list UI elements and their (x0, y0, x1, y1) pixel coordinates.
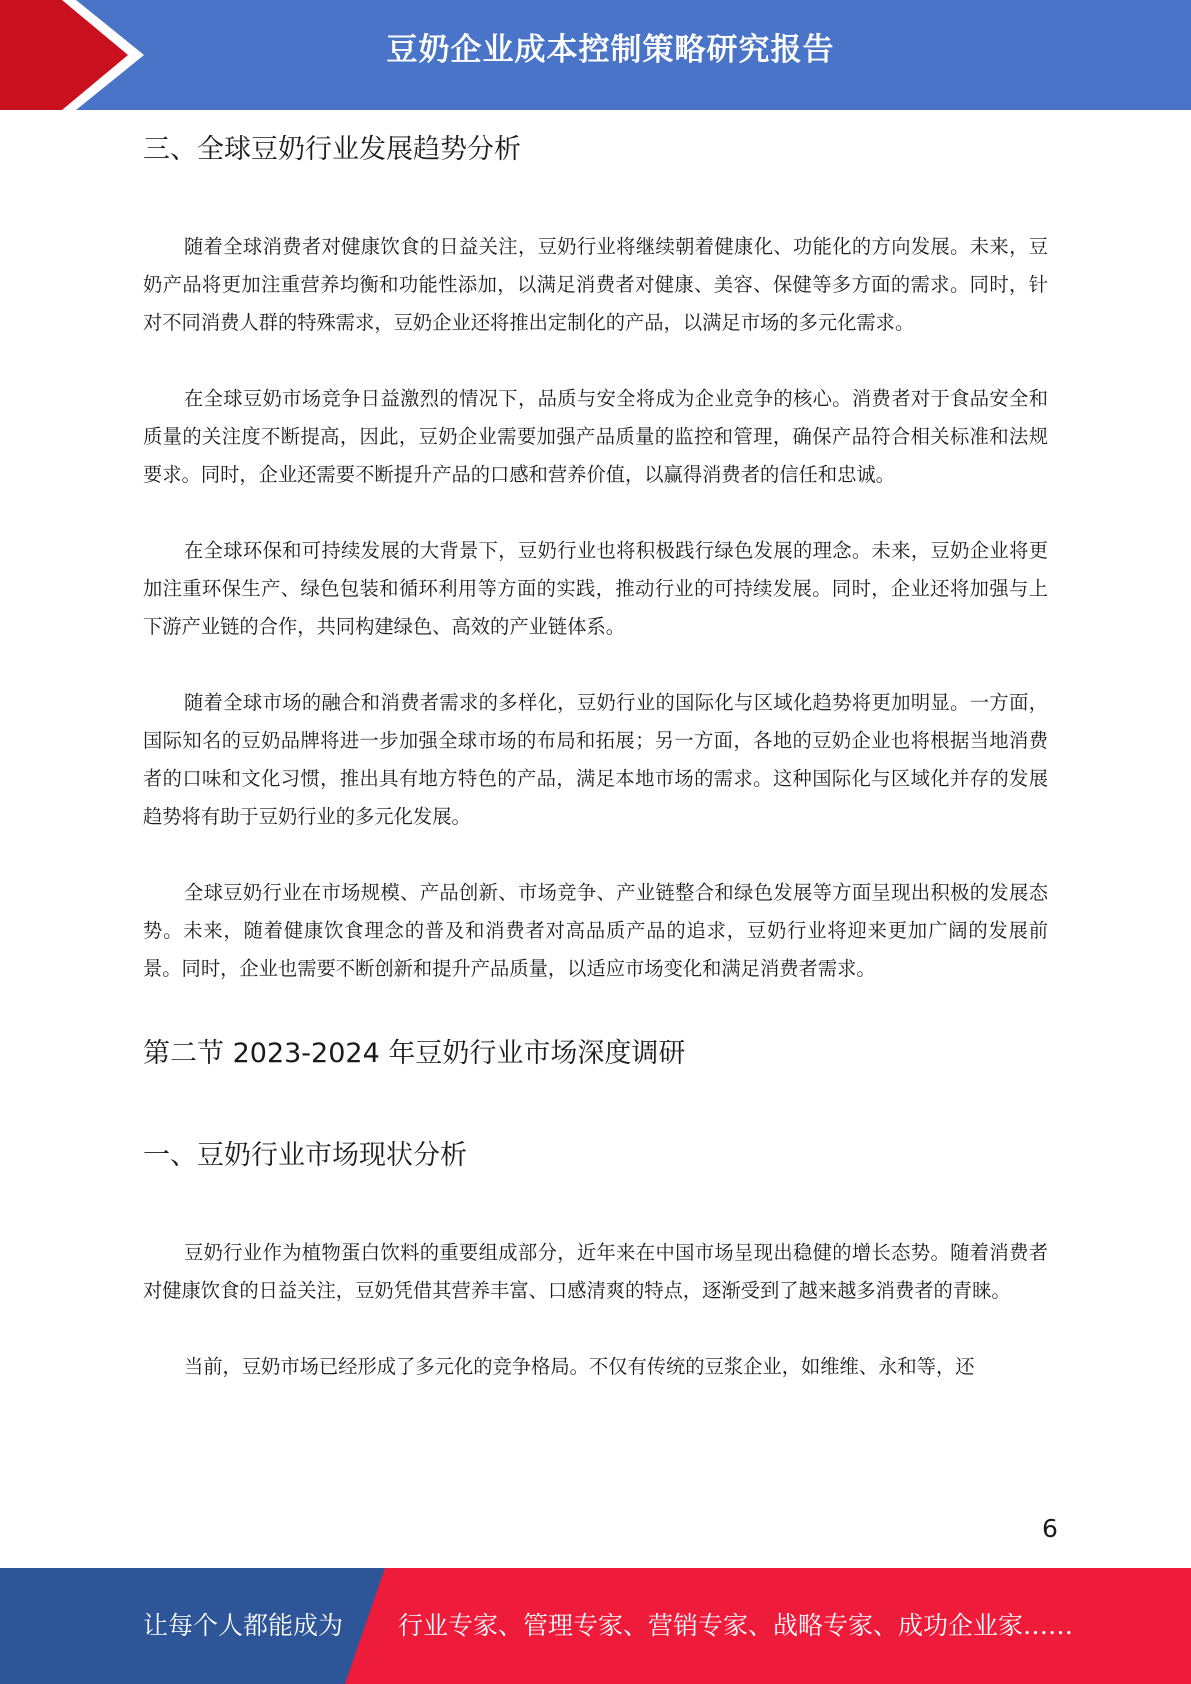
page-number: 6 (1042, 1514, 1058, 1543)
paragraph: 随着全球市场的融合和消费者需求的多样化，豆奶行业的国际化与区域化趋势将更加明显。一方面，国际知名的豆奶品牌将进一步加强全球市场的布局和拓展；另一方面，各地的豆奶企业也将根据当地消费者的口味和文化习惯，推出具有地方特色的产品，满足本地市场的需求。这种国际化与区域化并存的发展趋势将有助于豆奶行业的多元化发展。 (143, 691, 1048, 828)
paragraph: 当前，豆奶市场已经形成了多元化的竞争格局。不仅有传统的豆浆企业，如维维、永和等，还 (184, 1355, 975, 1378)
paragraph: 全球豆奶行业在市场规模、产品创新、市场竞争、产业链整合和绿色发展等方面呈现出积极的发展态势。未来，随着健康饮食理念的普及和消费者对高品质产品的追求，豆奶行业将迎来更加广阔的发展前景。同时，企业也需要不断创新和提升产品质量，以适应市场变化和满足消费者需求。 (143, 881, 1048, 980)
footer-slogan-right: 行业专家、管理专家、营销专家、战略专家、成功企业家…… (398, 1611, 1074, 1640)
paragraph: 在全球环保和可持续发展的大背景下，豆奶行业也将积极践行绿色发展的理念。未来，豆奶企业将更加注重环保生产、绿色包装和循环利用等方面的实践，推动行业的可持续发展。同时，企业还将加强与上下游产业链的合作，共同构建绿色、高效的产业链体系。 (143, 539, 1048, 638)
footer-band (0, 1568, 1191, 1684)
header-band (0, 0, 1191, 110)
paragraph: 随着全球消费者对健康饮食的日益关注，豆奶行业将继续朝着健康化、功能化的方向发展。未来，豆奶产品将更加注重营养均衡和功能性添加，以满足消费者对健康、美容、保健等多方面的需求。同时，针对不同消费人群的特殊需求，豆奶企业还将推出定制化的产品，以满足市场的多元化需求。 (143, 235, 1048, 334)
footer-slogan-left: 让每个人都能成为 (143, 1611, 344, 1640)
section-heading: 三、全球豆奶行业发展趋势分析 (143, 134, 521, 165)
chapter-heading: 第二节 2023-2024 年豆奶行业市场深度调研 (143, 1038, 686, 1069)
paragraph: 在全球豆奶市场竞争日益激烈的情况下，品质与安全将成为企业竞争的核心。消费者对于食品安全和质量的关注度不断提高，因此，豆奶企业需要加强产品质量的监控和管理，确保产品符合相关标准和法规要求。同时，企业还需要不断提升产品的口感和营养价值，以赢得消费者的信任和忠诚。 (143, 387, 1048, 486)
document-body (143, 128, 1048, 1386)
paragraph: 豆奶行业作为植物蛋白饮料的重要组成部分，近年来在中国市场呈现出稳健的增长态势。随着消费者对健康饮食的日益关注，豆奶凭借其营养丰富、口感清爽的特点，逐渐受到了越来越多消费者的青睐。 (143, 1241, 1048, 1302)
section-heading: 一、豆奶行业市场现状分析 (143, 1140, 467, 1171)
document-title: 豆奶企业成本控制策略研究报告 (386, 32, 835, 68)
